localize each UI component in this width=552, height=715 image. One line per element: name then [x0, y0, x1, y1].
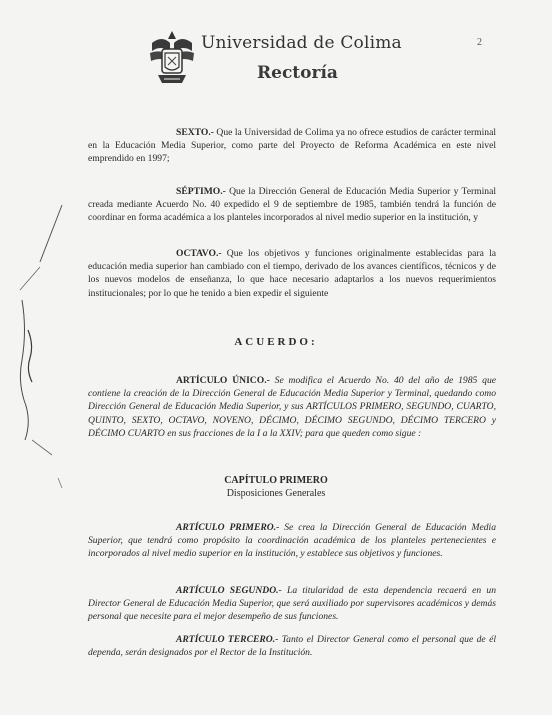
university-seal-icon [148, 29, 196, 87]
office-name: Rectoría [257, 63, 338, 83]
paragraph-text: Que la Dirección General de Educación Media Superior y Terminal creada mediante Acuerdo No. 40 expedido el 9 de septiembre de 1985, también tendrá la función de coordinar en forma académica a los planteles incorporados al nivel medio superior en la institución, y [88, 186, 496, 224]
article-segundo [88, 584, 496, 624]
article-text: La titularidad de esta dependencia recaerá en un Director General de Educación Media Superior, que será auxiliado por supervisores académicos y demás personal que necesite para el mejor desempeño de sus funciones. [88, 585, 496, 623]
articulo-unico [88, 374, 496, 440]
paragraph-lead: SÉPTIMO.- [176, 186, 226, 197]
paragraph-sexto [88, 126, 496, 166]
article-lead: ARTÍCULO TERCERO.- [176, 634, 279, 645]
chapter-subtitle: Disposiciones Generales [226, 488, 326, 499]
article-primero [88, 521, 496, 561]
paragraph-lead: OCTAVO.- [176, 248, 222, 259]
university-name: Universidad de Colima [201, 33, 402, 53]
handwritten-margin-marks [0, 0, 80, 715]
article-lead: ARTÍCULO ÚNICO.- [176, 375, 270, 386]
paragraph-text: Que la Universidad de Colima ya no ofrece estudios de carácter terminal en la Educación Media Superior, como parte del Proyecto de Reforma Académica en este nivel emprendido en 1997; [88, 127, 496, 165]
chapter-title: CAPÍTULO PRIMERO [224, 475, 328, 486]
article-lead: ARTÍCULO SEGUNDO.- [176, 585, 282, 596]
article-lead: ARTÍCULO PRIMERO.- [176, 522, 280, 533]
article-tercero [88, 633, 496, 659]
paragraph-lead: SEXTO.- [176, 127, 214, 138]
paragraph-octavo [88, 247, 496, 300]
paragraph-septimo [88, 185, 496, 225]
article-text: Tanto el Director General como el personal que de él dependa, serán designados por el Rector de la Institución. [88, 634, 496, 659]
article-text: Se modifica el Acuerdo No. 40 del año de 1985 que contiene la creación de la Dirección General de Educación Media Superior y Terminal, quedando como Dirección General de Educación Media Superior, y sus ARTÍCULOS PRIMERO, SEGUNDO, CUARTO, QUINTO, SEXTO, OCTAVO, NOVENO, DÉCIMO, DÉCIMO SEGUNDO, DÉCIMO TERCERO y DÉCIMO CUARTO en sus fracciones de la I a la XXIV; para que queden como sigue : [88, 375, 496, 439]
chapter-heading [0, 474, 552, 500]
paragraph-text: Que los objetivos y funciones originalmente establecidas para la educación media superior han cambiado con el tiempo, derivado de los avances científicos, técnicos y de los nuevos modelos de enseñanza, lo que hace necesario adaptarlos a los nuevos requerimientos institucionales; por lo que he tenido a bien expedir el siguiente [88, 248, 496, 299]
page-number: 2 [477, 37, 482, 48]
article-text: Se crea la Dirección General de Educación Media Superior, que tendrá como propósito la coordinación académica de los planteles pertenecientes e incorporados al nivel medio superior en la institución, y establece sus objetivos y funciones. [88, 522, 497, 560]
acuerdo-heading: ACUERDO: [234, 336, 318, 348]
